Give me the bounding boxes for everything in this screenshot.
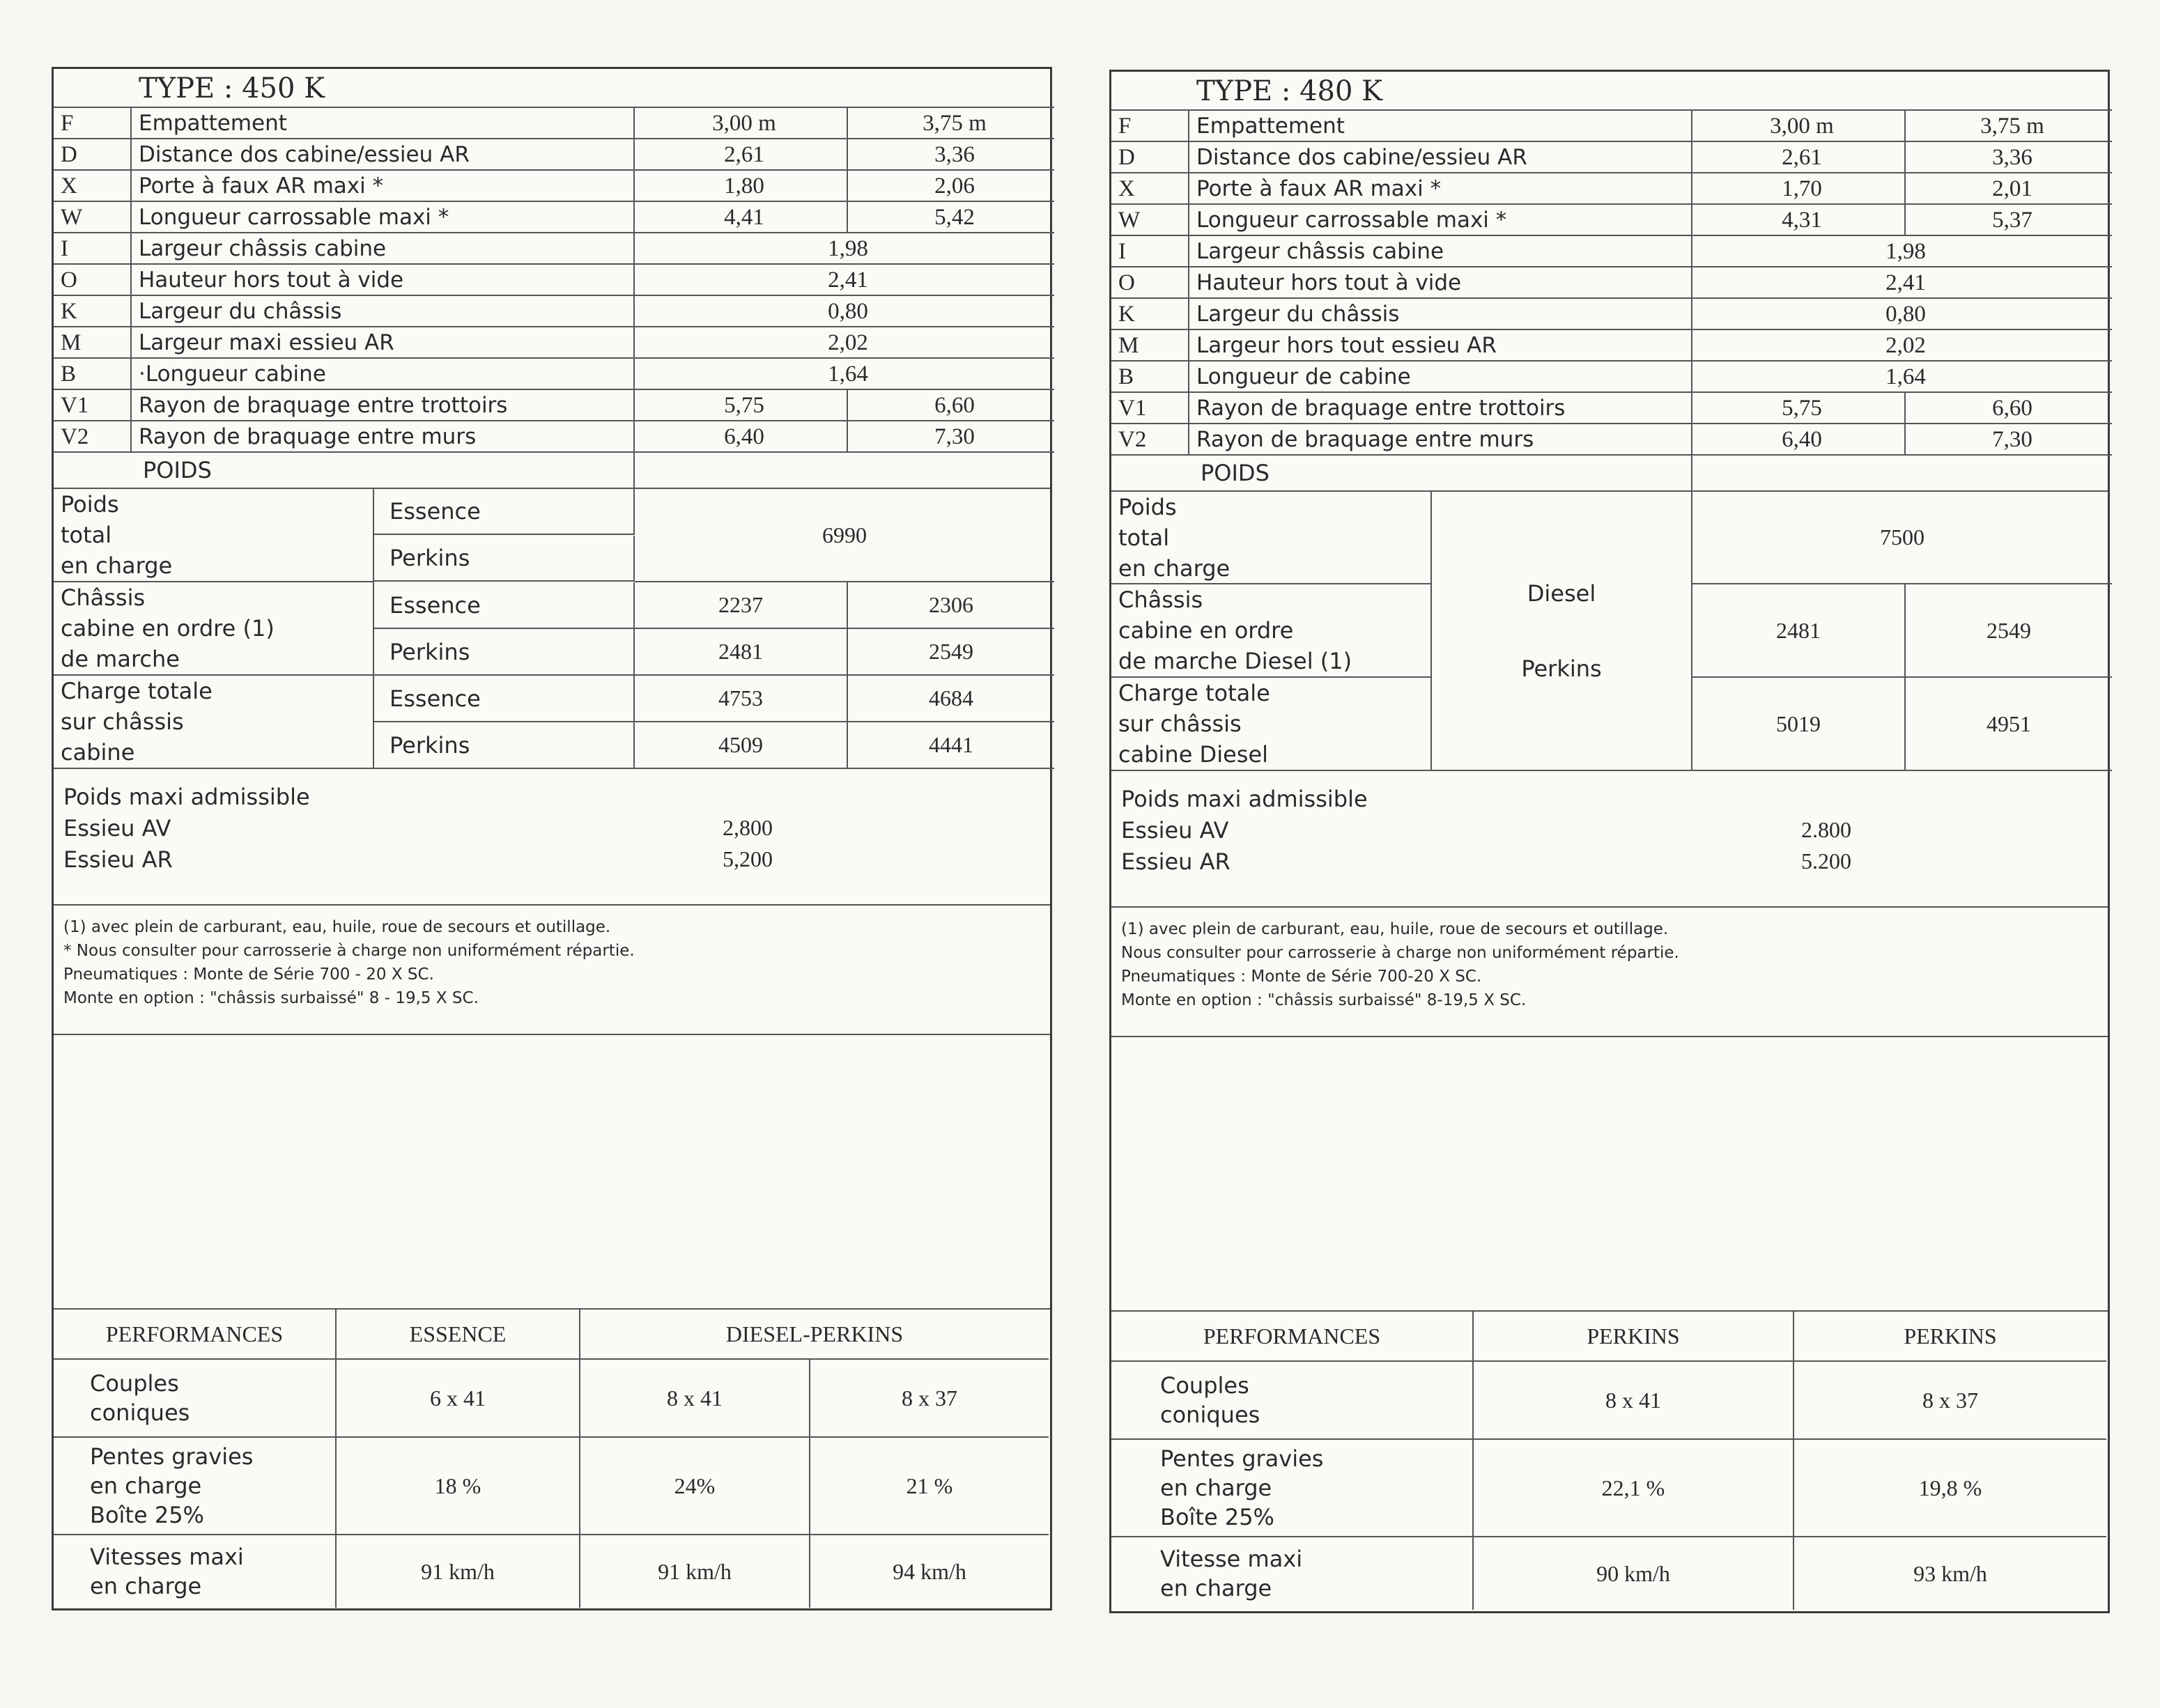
- poids-header: [1111, 456, 2108, 492]
- note: * Nous consulter pour carrosserie à charge non uniformément répartie.: [63, 942, 635, 960]
- row-value: 1,64: [1692, 362, 2112, 393]
- fuel-diesel: Diesel: [1527, 580, 1596, 607]
- row-value: 2,02: [635, 327, 1054, 359]
- row-label: Rayon de braquage entre trottoirs: [132, 390, 635, 421]
- essieu-av-value: 2,800: [723, 815, 773, 840]
- perf-value: 91 km/h: [337, 1535, 580, 1608]
- row-code: M: [54, 327, 132, 359]
- row-label: Largeur du châssis: [132, 296, 635, 327]
- row-label: Largeur châssis cabine: [132, 233, 635, 265]
- charge-essence-2: 4684: [848, 676, 1054, 722]
- row-code: K: [54, 296, 132, 327]
- poids-maxi-admissible: [1111, 771, 2108, 908]
- note: Monte en option : "châssis surbaissé" 8 - 19,5 X SC.: [63, 989, 479, 1007]
- row-label: Largeur hors tout essieu AR: [1189, 330, 1692, 362]
- blank-area: [54, 1035, 1050, 1310]
- row-code: I: [54, 233, 132, 265]
- poids-total-label: Poids total en charge: [54, 489, 374, 582]
- row-value-2: 3,75 m: [1906, 111, 2112, 142]
- charge-label: Charge totale sur châssis cabine Diesel: [1111, 678, 1432, 771]
- perf-value: 93 km/h: [1913, 1560, 1987, 1586]
- admissible-title: Poids maxi admissible: [63, 784, 310, 810]
- row-label: Rayon de braquage entre murs: [132, 421, 635, 453]
- dimensions-table: [54, 69, 1050, 453]
- row-label: Longueur de cabine: [1189, 362, 1692, 393]
- row-value-1: 6,40: [635, 421, 848, 453]
- type-title: TYPE : 450 K: [132, 69, 1054, 108]
- essieu-ar-value: 5.200: [1801, 848, 1851, 874]
- row-code: V1: [1111, 393, 1189, 424]
- charge-value-1: 5019: [1692, 678, 1906, 771]
- essieu-av-value: 2.800: [1801, 817, 1851, 842]
- row-value: 2,02: [1692, 330, 2112, 362]
- perf-head-diesel: DIESEL-PERKINS: [580, 1310, 1049, 1360]
- perf-value: 91 km/h: [580, 1535, 810, 1608]
- chassis-essence-2: 2306: [848, 582, 1054, 629]
- row-value-1: 6,40: [1692, 424, 1906, 456]
- row-value-1: 2,61: [635, 139, 848, 171]
- perf-row-label: Pentes gravies en charge Boîte 25%: [1111, 1440, 1474, 1537]
- perf-value: 24%: [580, 1438, 810, 1535]
- admissible-title: Poids maxi admissible: [1121, 786, 1368, 812]
- row-value: 1,64: [635, 359, 1054, 390]
- poids-title: POIDS: [1111, 456, 1692, 490]
- perf-head: PERFORMANCES: [1111, 1312, 1474, 1362]
- charge-label: Charge totale sur châssis cabine: [54, 676, 374, 769]
- row-value-2: 3,36: [848, 139, 1054, 171]
- row-value-1: 1,70: [1692, 173, 1906, 205]
- spec-sheet-480k: [1109, 70, 2110, 1613]
- row-code: F: [1111, 111, 1189, 142]
- row-label: Largeur maxi essieu AR: [132, 327, 635, 359]
- poids-table: [1111, 492, 2108, 771]
- row-label: Largeur du châssis: [1189, 299, 1692, 330]
- row-code: F: [54, 108, 132, 139]
- fuel-perkins: Perkins: [374, 722, 635, 769]
- row-value-1: 5,75: [635, 390, 848, 421]
- row-value-2: 3,75 m: [848, 108, 1054, 139]
- fuel-perkins: Perkins: [374, 629, 635, 676]
- poids-maxi-admissible: [54, 769, 1050, 906]
- row-label: Porte à faux AR maxi *: [132, 171, 635, 202]
- row-value-1: 4,31: [1692, 205, 1906, 236]
- row-value-2: 6,60: [1906, 393, 2112, 424]
- chassis-value-2: 2549: [1906, 584, 2112, 678]
- perf-head-perkins-2: PERKINS: [1794, 1312, 2106, 1362]
- chassis-perkins-2: 2549: [848, 629, 1054, 676]
- row-value-2: 5,42: [848, 202, 1054, 233]
- note: Pneumatiques : Monte de Série 700 - 20 X SC.: [63, 965, 434, 984]
- row-label: Longueur carrossable maxi *: [1189, 205, 1692, 236]
- charge-perkins-2: 4441: [848, 722, 1054, 769]
- perf-row-label: Couples coniques: [54, 1360, 337, 1438]
- fuel-perkins: Perkins: [1521, 655, 1602, 682]
- fuel-column: [1432, 492, 1692, 771]
- chassis-essence-1: 2237: [635, 582, 848, 629]
- perf-head-essence: ESSENCE: [337, 1310, 580, 1360]
- row-value-1: 3,00 m: [1692, 111, 1906, 142]
- row-label: Empattement: [132, 108, 635, 139]
- row-value: 1,98: [1692, 236, 2112, 267]
- footnotes: [54, 906, 1050, 1035]
- row-value-1: 2,61: [1692, 142, 1906, 173]
- row-code: V2: [1111, 424, 1189, 456]
- row-value-1: 3,00 m: [635, 108, 848, 139]
- perf-value: 18 %: [337, 1438, 580, 1535]
- row-label: Empattement: [1189, 111, 1692, 142]
- perf-value: 8 x 41: [1474, 1362, 1794, 1440]
- charge-essence-1: 4753: [635, 676, 848, 722]
- poids-header: [54, 453, 1050, 489]
- perf-head-perkins-1: PERKINS: [1474, 1312, 1794, 1362]
- spec-sheet-450k: [52, 67, 1052, 1610]
- perf-value: 19,8 %: [1794, 1440, 2106, 1537]
- row-value: 2,41: [1692, 267, 2112, 299]
- footnotes: [1111, 908, 2108, 1037]
- perf-value: 8 x 41: [580, 1360, 810, 1438]
- row-label: Distance dos cabine/essieu AR: [132, 139, 635, 171]
- performances-table: [54, 1310, 1050, 1608]
- row-label: Longueur carrossable maxi *: [132, 202, 635, 233]
- perf-value: 22,1 %: [1474, 1440, 1794, 1537]
- row-value-2: 7,30: [848, 421, 1054, 453]
- row-code: B: [1111, 362, 1189, 393]
- row-code: B: [54, 359, 132, 390]
- essieu-ar-value: 5,200: [723, 846, 773, 871]
- row-value-2: 2,01: [1906, 173, 2112, 205]
- row-value-1: 1,80: [635, 171, 848, 202]
- chassis-perkins-1: 2481: [635, 629, 848, 676]
- row-label: Porte à faux AR maxi *: [1189, 173, 1692, 205]
- row-label: Hauteur hors tout à vide: [132, 265, 635, 296]
- row-value: 2,41: [635, 265, 1054, 296]
- perf-head: PERFORMANCES: [54, 1310, 337, 1360]
- poids-table: [54, 489, 1050, 769]
- row-value-1: 4,41: [635, 202, 848, 233]
- perf-value: 90 km/h: [1474, 1537, 1794, 1610]
- chassis-label: Châssis cabine en ordre de marche Diesel (1): [1111, 584, 1432, 678]
- row-code: X: [1111, 173, 1189, 205]
- row-value-2: 5,37: [1906, 205, 2112, 236]
- perf-row-label: Vitesse maxi en charge: [1111, 1537, 1474, 1610]
- essieu-av-label: Essieu AV: [1121, 817, 1229, 844]
- row-label: Rayon de braquage entre murs: [1189, 424, 1692, 456]
- perf-row-label: Couples coniques: [1111, 1362, 1474, 1440]
- perf-row-label: Pentes gravies en charge Boîte 25%: [54, 1438, 337, 1535]
- poids-total-value: 7500: [1692, 492, 2112, 584]
- chassis-label: Châssis cabine en ordre (1) de marche: [54, 582, 374, 676]
- row-code: O: [1111, 267, 1189, 299]
- note: Nous consulter pour carrosserie à charge non uniformément répartie.: [1121, 944, 1679, 962]
- perf-value: 6 x 41: [337, 1360, 580, 1438]
- dimensions-table: [1111, 72, 2108, 456]
- essieu-ar-label: Essieu AR: [63, 846, 173, 873]
- note: Pneumatiques : Monte de Série 700-20 X SC.: [1121, 968, 1482, 986]
- performances-table: [1111, 1312, 2108, 1610]
- note: Monte en option : "châssis surbaissé" 8-19,5 X SC.: [1121, 991, 1527, 1009]
- perf-value: 8 x 37: [810, 1360, 1049, 1438]
- row-code: W: [54, 202, 132, 233]
- chassis-value-1: 2481: [1692, 584, 1906, 678]
- fuel-essence: Essence: [374, 676, 635, 722]
- row-code: O: [54, 265, 132, 296]
- row-value-1: 5,75: [1692, 393, 1906, 424]
- row-value-2: 2,06: [848, 171, 1054, 202]
- perf-row-label: Vitesses maxi en charge: [54, 1535, 337, 1608]
- poids-total-value: 6990: [635, 489, 1054, 582]
- charge-value-2: 4951: [1906, 678, 2112, 771]
- row-label: ·Longueur cabine: [132, 359, 635, 390]
- row-code: W: [1111, 205, 1189, 236]
- fuel-essence: Essence: [374, 489, 635, 535]
- note: (1) avec plein de carburant, eau, huile, roue de secours et outillage.: [1121, 920, 1669, 938]
- row-value: 0,80: [1692, 299, 2112, 330]
- row-code: K: [1111, 299, 1189, 330]
- row-code: D: [54, 139, 132, 171]
- type-title: TYPE : 480 K: [1189, 72, 2112, 111]
- row-value: 1,98: [635, 233, 1054, 265]
- row-label: Rayon de braquage entre trottoirs: [1189, 393, 1692, 424]
- poids-title: POIDS: [54, 453, 635, 488]
- essieu-av-label: Essieu AV: [63, 815, 171, 841]
- row-code: I: [1111, 236, 1189, 267]
- row-value: 0,80: [635, 296, 1054, 327]
- note: (1) avec plein de carburant, eau, huile, roue de secours et outillage.: [63, 918, 611, 936]
- row-code: V2: [54, 421, 132, 453]
- fuel-perkins: Perkins: [374, 536, 635, 582]
- row-value-2: 6,60: [848, 390, 1054, 421]
- poids-total-label: Poids total en charge: [1111, 492, 1432, 584]
- essieu-ar-label: Essieu AR: [1121, 848, 1231, 875]
- row-code: M: [1111, 330, 1189, 362]
- row-value-2: 3,36: [1906, 142, 2112, 173]
- blank-area: [1111, 1037, 2108, 1312]
- row-code: X: [54, 171, 132, 202]
- perf-value: 21 %: [810, 1438, 1049, 1535]
- charge-perkins-1: 4509: [635, 722, 848, 769]
- row-label: Distance dos cabine/essieu AR: [1189, 142, 1692, 173]
- row-label: Largeur châssis cabine: [1189, 236, 1692, 267]
- row-code: V1: [54, 390, 132, 421]
- row-value-2: 7,30: [1906, 424, 2112, 456]
- perf-value: 8 x 37: [1794, 1362, 2106, 1440]
- row-label: Hauteur hors tout à vide: [1189, 267, 1692, 299]
- perf-value: 94 km/h: [893, 1558, 966, 1584]
- row-code: D: [1111, 142, 1189, 173]
- fuel-essence: Essence: [374, 582, 635, 629]
